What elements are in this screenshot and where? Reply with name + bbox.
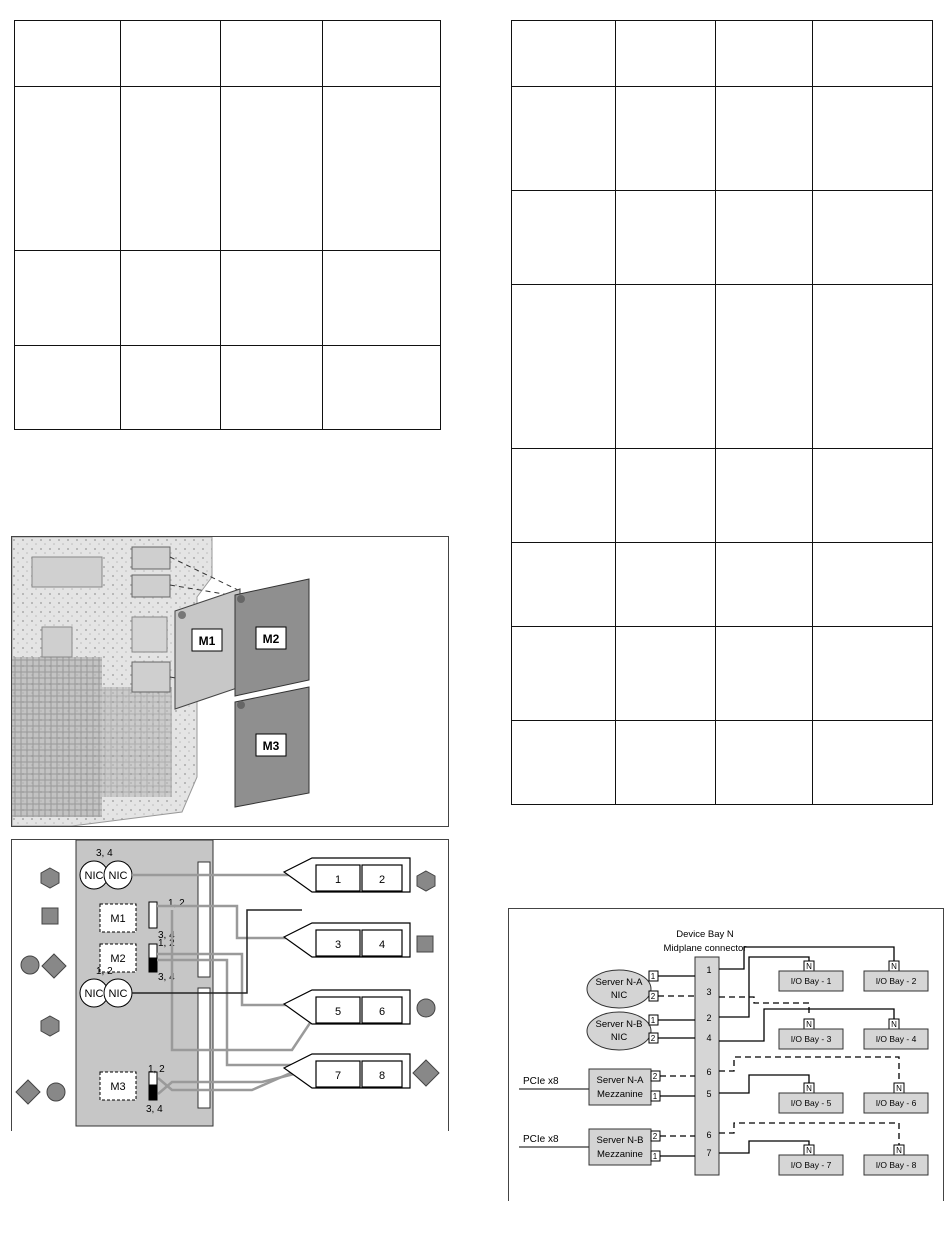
svg-text:N: N [896,1084,902,1093]
pcie-label-b: PCIe x8 [523,1134,559,1145]
bay-3-label: 3 [334,939,342,951]
svg-text:7: 7 [706,1148,712,1158]
svg-text:N: N [896,1146,902,1155]
svg-text:NIC: NIC [610,1032,628,1043]
table-header-row [15,21,441,87]
svg-text:Mezzanine: Mezzanine [597,1149,643,1160]
diagram-title-line2: Midplane connector [663,943,747,954]
svg-text:6: 6 [706,1130,712,1140]
bay-4-label: 4 [378,939,386,951]
bay-2-label: 2 [378,874,386,886]
table-row [512,87,933,191]
svg-text:3, 4: 3, 4 [158,972,175,983]
bay-6-label: 6 [378,1006,386,1018]
svg-text:N: N [806,962,812,971]
io-bay-6: I/O Bay - 6 [875,1098,917,1108]
svg-text:NIC: NIC [108,870,128,882]
svg-text:NIC: NIC [108,988,128,1000]
m3-label: M3 [110,1081,126,1093]
bay-8-label: 8 [378,1070,386,1082]
svg-text:1: 1 [652,1092,658,1101]
svg-text:1, 2: 1, 2 [168,898,185,909]
table-row [512,285,933,449]
io-bay-5: I/O Bay - 5 [790,1098,832,1108]
table-row [512,191,933,285]
svg-text:6: 6 [706,1067,712,1077]
device-bay-svg [509,909,943,1201]
io-bay-7: I/O Bay - 7 [790,1160,832,1170]
io-bay-4: I/O Bay - 4 [875,1034,917,1044]
nic-top-ports: 3, 4 [96,848,113,859]
device-bay-connector-diagram [508,908,944,1201]
svg-text:2: 2 [650,992,656,1001]
m1-label [192,629,222,651]
port-mapping-svg [12,840,448,1131]
svg-text:Server N-B: Server N-B [595,1019,643,1030]
m3-label [256,734,286,756]
server-b-nic [587,1012,651,1050]
mezzanine-location-figure [11,536,449,827]
m1-label: M1 [110,913,126,925]
svg-text:2: 2 [652,1072,658,1081]
svg-text:M1: M1 [198,634,216,648]
system-board-illustration [12,537,448,826]
server-a-nic [587,970,651,1008]
svg-text:N: N [891,1020,897,1029]
table-row [15,346,441,430]
svg-text:2: 2 [652,1132,658,1141]
legend-shapes-left [16,868,66,1104]
svg-text:1, 2: 1, 2 [158,938,175,949]
diagram-title-line1: Device Bay N [676,929,734,940]
svg-text:Mezzanine: Mezzanine [597,1089,643,1100]
table-row [512,543,933,627]
svg-text:1: 1 [650,1016,656,1025]
svg-text:Server N-B: Server N-B [596,1135,644,1146]
io-bay-2: I/O Bay - 2 [875,976,917,986]
right-mapping-table [511,20,933,805]
left-mapping-table [14,20,441,430]
svg-text:N: N [806,1020,812,1029]
svg-text:1: 1 [650,972,656,981]
m2-label: M2 [110,953,126,965]
table-row [512,449,933,543]
svg-text:1: 1 [706,965,712,975]
svg-text:NIC: NIC [84,988,104,1000]
svg-text:4: 4 [706,1033,712,1043]
svg-text:NIC: NIC [84,870,104,882]
svg-text:3, 4: 3, 4 [158,930,175,941]
svg-text:Server N-A: Server N-A [596,1075,644,1086]
bay-7-label: 7 [334,1070,342,1082]
svg-text:3: 3 [706,987,712,997]
svg-text:NIC: NIC [610,990,628,1001]
svg-text:2: 2 [650,1034,656,1043]
svg-text:1: 1 [652,1152,658,1161]
svg-text:2: 2 [706,1013,712,1023]
m2-label [256,627,286,649]
io-bay-1: I/O Bay - 1 [790,976,832,986]
svg-text:5: 5 [706,1089,712,1099]
io-bay-8: I/O Bay - 8 [875,1160,917,1170]
table-header-row [512,21,933,87]
svg-text:3, 4: 3, 4 [146,1104,163,1115]
bay-5-label: 5 [334,1006,342,1018]
pcie-label-a: PCIe x8 [523,1076,559,1087]
io-bay-3: I/O Bay - 3 [790,1034,832,1044]
legend-shapes-right [413,871,439,1086]
bay-1-label: 1 [334,874,342,886]
port-mapping-diagram [11,839,449,1131]
svg-text:M3: M3 [262,739,280,753]
svg-text:N: N [891,962,897,971]
svg-text:N: N [806,1084,812,1093]
table-row [15,87,441,251]
svg-text:M2: M2 [262,632,280,646]
svg-text:Server N-A: Server N-A [595,977,643,988]
nic-bottom-ports: 1, 2 [96,966,113,977]
svg-text:1, 2: 1, 2 [148,1064,165,1075]
table-row [512,627,933,721]
svg-text:N: N [806,1146,812,1155]
table-row [512,721,933,805]
table-row [15,251,441,346]
